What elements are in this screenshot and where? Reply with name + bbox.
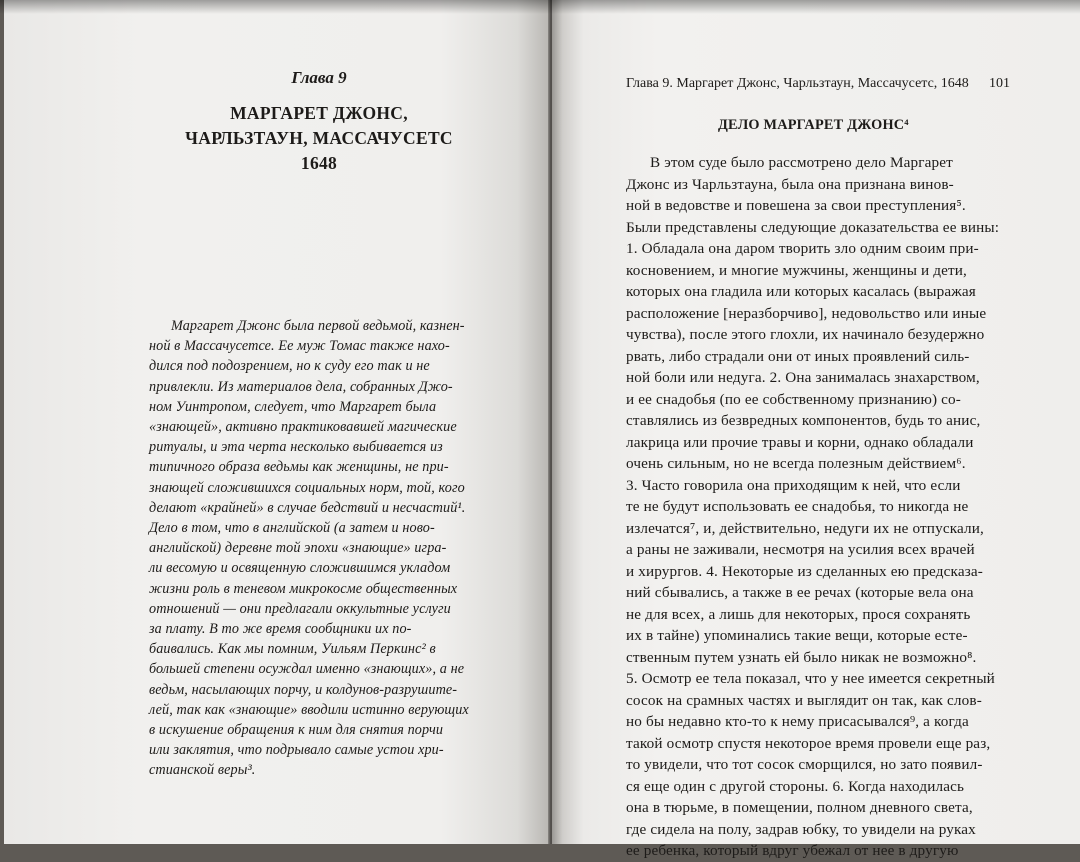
text-line: в искушение обращения к ним для снятия порчи (149, 722, 444, 739)
text-line: большей степени осуждал именно «знающих», а не (149, 661, 465, 678)
text-line: баивались. Как мы помним, Уильям Перкинс² в (149, 641, 436, 658)
text-line: сосок на срамных частях и выглядит он так, как слов- (626, 691, 982, 709)
text-line: Дело в том, что в английской (а затем и ново- (149, 520, 435, 537)
text-line: стианской веры³. (149, 762, 256, 779)
text-line: те не будут использовать ее снадобья, то никогда не (626, 498, 969, 515)
text-line: чувства), после этого глохли, их начинало безудержно (626, 326, 985, 343)
text-line: ной боли или недуга. 2. Она занималась знахарством, (626, 369, 980, 386)
text-line: ственным путем узнать ей было никак не возможно⁸. (626, 648, 977, 666)
text-line: которых она гладила или которых касалась (выражая (626, 283, 976, 300)
text-line: и ее снадобья (по ее собственному признанию) со- (626, 390, 962, 408)
text-line: излечатся⁷, и, действительно, недуги их не отпускали, (626, 519, 984, 537)
chapter-title-line: ЧАРЛЬЗТАУН, МАССАЧУСЕТС (185, 128, 453, 148)
text-line: делают «крайней» в случае бедствий и несчастий¹. (149, 499, 466, 516)
text-line: отношений — они предлагали оккультные услуги (149, 600, 451, 617)
chapter-title-line: МАРГАРЕТ ДЖОНС, (230, 103, 408, 123)
text-line: где сидела на полу, задрав юбку, то увидели на руках (626, 820, 976, 838)
text-line: очень сильным, но не всегда полезным действием⁶. (626, 455, 966, 472)
text-line: «знающей», активно практиковавшей магические (149, 419, 457, 436)
text-line: за плату. В то же время сообщники их по- (149, 621, 412, 638)
text-line: а раны не заживали, несмотря на усилия всех врачей (626, 541, 975, 558)
text-line: или заклятия, что подрывало самые устои хри- (149, 742, 444, 759)
section-title: ДЕЛО МАРГАРЕТ ДЖОНС⁴ (718, 117, 909, 133)
text-line: рвать, либо страдали они от иных проявлений силь- (626, 347, 970, 365)
text-line: расположение [неразборчиво], недовольство или иные (626, 304, 987, 322)
text-line: лей, так как «знающие» вводили истинно верующих (149, 701, 469, 718)
text-line: ли весомую и освященную сложившимся укладом (149, 560, 451, 577)
text-line: Джонс из Чарльзтауна, была она признана винов- (626, 175, 954, 193)
text-line: их в тайне) упоминались такие вещи, которые есте- (626, 627, 968, 644)
text-line: ее ребенка, который вдруг убежал от нее в другую (626, 842, 959, 859)
text-line: она в тюрьме, в помещении, полном дневного света, (626, 799, 973, 816)
text-line: жизни роль в теневом микрокосме общественных (149, 580, 458, 597)
text-line: косновением, и многие мужчины, женщины и дети, (626, 261, 967, 279)
text-line: привлекли. Из материалов дела, собранных Джо- (149, 378, 453, 395)
text-line: ной в ведовстве и повешена за свои преступления⁵. (626, 197, 966, 214)
text-line: ведьм, насылающих порчу, и колдунов-разрушите- (149, 681, 458, 698)
body-text (626, 152, 999, 862)
text-line: 3. Часто говорила она приходящим к ней, что если (626, 476, 961, 494)
left-page (4, 0, 550, 844)
text-line: то увидели, что тот сосок сморщился, но зато появил- (626, 756, 983, 773)
chapter-title (4, 101, 550, 176)
text-line: ся еще один с другой стороны. 6. Когда находилась (626, 777, 965, 795)
text-line: такой осмотр спустя некоторое время провели еще раз, (626, 734, 991, 752)
chapter-year: 1648 (300, 153, 338, 173)
text-line: английской) деревне той эпохи «знающие» игра- (149, 540, 447, 557)
chapter-intro (149, 316, 469, 781)
page-number: 101 (989, 76, 1010, 91)
text-line: Были представлены следующие доказательства ее вины: (626, 218, 1000, 236)
text-line: Маргарет Джонс была первой ведьмой, казнен- (171, 318, 465, 334)
text-line: но бы недавно кто-то к нему присасывался⁹, а когда (626, 713, 969, 730)
text-line: ритуалы, и эта черта несколько выбивается из (149, 439, 443, 456)
text-line: ставлялись из безвредных компонентов, будь то анис, (626, 412, 981, 429)
text-line: лакрица или прочие травы и корни, однако обладали (626, 433, 974, 451)
text-line: ном Уинтропом, следует, что Маргарет была (149, 398, 437, 415)
text-line: не для всех, а лишь для некоторых, прося сохранять (626, 605, 971, 623)
text-line: В этом суде было рассмотрено дело Маргарет (650, 154, 953, 171)
text-line: 1. Обладала она даром творить зло одним своим при- (626, 240, 979, 257)
text-line: типичного образа ведьмы как женщины, не при- (149, 459, 449, 476)
text-line: 5. Осмотр ее тела показал, что у нее имеется секретный (626, 670, 995, 687)
text-line: знающей сложившихся социальных норм, той, кого (149, 479, 465, 496)
chapter-label: Глава 9 (291, 68, 347, 87)
text-line: ной в Массачусетсе. Ее муж Томас также нахо- (149, 338, 450, 355)
text-line: и хирургов. 4. Некоторые из сделанных ею предсказа- (626, 562, 983, 580)
running-head: Глава 9. Маргарет Джонс, Чарльзтаун, Массачусетс, 1648 (626, 76, 969, 91)
text-line: дился под подозрением, но к суду его так и не (149, 358, 430, 375)
text-line: ний сбывались, а также в ее речах (которые вела она (626, 584, 974, 601)
